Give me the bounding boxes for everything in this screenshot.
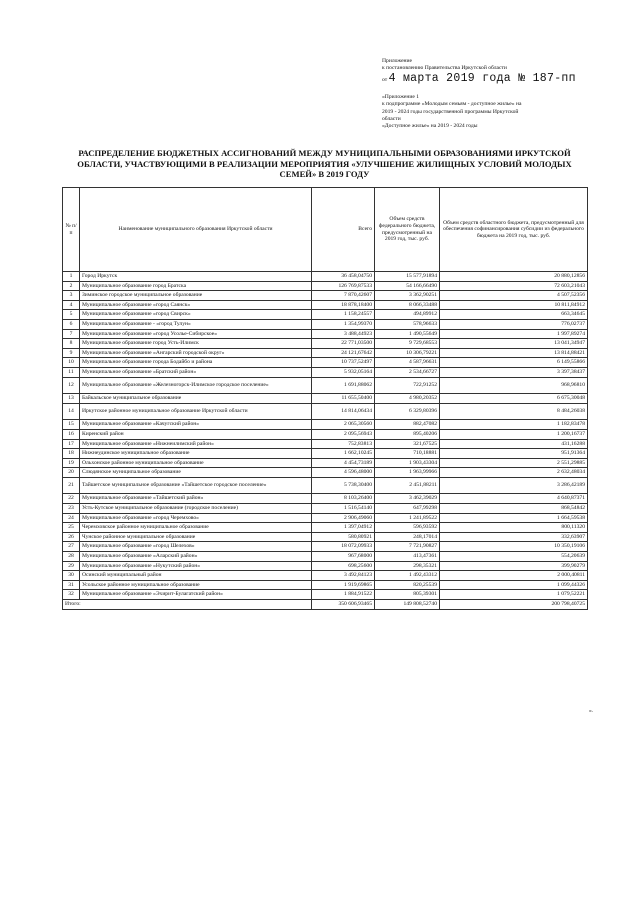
row-regional-amount: 332,63907 <box>440 532 588 542</box>
table-row <box>63 477 588 494</box>
row-regional-amount: 2 000,40811 <box>440 571 588 581</box>
program-name: «Доступное жилье» на 2019 - 2024 годы <box>382 123 478 130</box>
table-row <box>63 394 588 404</box>
row-federal-amount: 647,99298 <box>375 504 440 514</box>
table-row <box>63 339 588 349</box>
row-federal-amount: 321,67525 <box>375 439 440 449</box>
row-number: 20 <box>63 468 80 478</box>
row-federal-amount: 722,91252 <box>375 377 440 394</box>
row-federal-amount: 494,89912 <box>375 310 440 320</box>
row-federal-amount: 710,18881 <box>375 449 440 459</box>
row-number: 16 <box>63 429 80 439</box>
row-municipality-name: Муниципальное образование «город Свирск» <box>80 310 312 320</box>
table-row <box>63 420 588 430</box>
allocation-table <box>62 187 588 610</box>
row-municipality-name: Ольхонское районное муниципальное образование <box>80 458 312 468</box>
row-federal-amount: 298,35321 <box>375 561 440 571</box>
row-total-amount: 1 354,99370 <box>312 319 375 329</box>
row-total-amount: 2 065,30560 <box>312 420 375 430</box>
column-header-federal: Объем средств федерального бюджета, предусмотренный на 2019 год, тыс. руб. <box>375 188 440 272</box>
region-reference: области <box>382 116 401 123</box>
table-row <box>63 429 588 439</box>
row-total-amount: 4 596,48000 <box>312 468 375 478</box>
row-federal-amount: 895,40206 <box>375 429 440 439</box>
row-number: 22 <box>63 494 80 504</box>
row-federal-amount: 805,39301 <box>375 590 440 600</box>
row-federal-amount: 6 329,80396 <box>375 403 440 420</box>
row-regional-amount: 800,11320 <box>440 523 588 533</box>
row-federal-amount: 820,25539 <box>375 580 440 590</box>
row-federal-amount: 413,47361 <box>375 552 440 562</box>
resolution-date-line <box>382 73 597 86</box>
row-municipality-name: Иркутское районное муниципальное образование Иркутской области <box>80 403 312 420</box>
table-header-row <box>63 188 588 272</box>
row-municipality-name: Муниципальное образование «Аларский район» <box>80 552 312 562</box>
row-federal-amount: 8 066,33488 <box>375 300 440 310</box>
row-regional-amount: 968,96810 <box>440 377 588 394</box>
row-total-amount: 4 454,73189 <box>312 458 375 468</box>
row-municipality-name: Муниципальное образование «Качугский район» <box>80 420 312 430</box>
row-municipality-name: Муниципальное образование города Бодайбо и района <box>80 358 312 368</box>
table-row <box>63 458 588 468</box>
row-regional-amount: 2 632,48034 <box>440 468 588 478</box>
row-federal-amount: 15 577,91894 <box>375 272 440 282</box>
row-number: 15 <box>63 420 80 430</box>
row-federal-amount: 7 721,90827 <box>375 542 440 552</box>
row-regional-amount: 4 640,87371 <box>440 494 588 504</box>
row-federal-amount: 54 166,66490 <box>375 281 440 291</box>
row-regional-amount: 2 551,29885 <box>440 458 588 468</box>
row-regional-amount: 399,90279 <box>440 561 588 571</box>
row-federal-amount: 882,47082 <box>375 420 440 430</box>
row-number: 6 <box>63 319 80 329</box>
table-row <box>63 561 588 571</box>
table-row <box>63 377 588 394</box>
table-row <box>63 571 588 581</box>
row-municipality-name: Черемховское районное муниципальное образование <box>80 523 312 533</box>
row-number: 21 <box>63 477 80 494</box>
row-federal-amount: 596,93592 <box>375 523 440 533</box>
row-regional-amount: 13 814,88421 <box>440 348 588 358</box>
row-regional-amount: 3 397,38437 <box>440 367 588 377</box>
row-municipality-name: Усольское районное муниципальное образование <box>80 580 312 590</box>
row-total-amount: 8 103,26400 <box>312 494 375 504</box>
totals-label: Итого: <box>63 600 312 610</box>
row-number: 25 <box>63 523 80 533</box>
row-municipality-name: Зиминское городское муниципальное образование <box>80 291 312 301</box>
row-number: 29 <box>63 561 80 571</box>
row-number: 17 <box>63 439 80 449</box>
row-regional-amount: 951,91364 <box>440 449 588 459</box>
row-federal-amount: 3 362,90251 <box>375 291 440 301</box>
row-total-amount: 2 095,56943 <box>312 429 375 439</box>
row-total-amount: 18 878,18400 <box>312 300 375 310</box>
row-regional-amount: 776,02737 <box>440 319 588 329</box>
table-row <box>63 358 588 368</box>
row-number: 11 <box>63 367 80 377</box>
row-total-amount: 24 121,67642 <box>312 348 375 358</box>
row-number: 1 <box>63 272 80 282</box>
row-number: 8 <box>63 339 80 349</box>
row-total-amount: 1 691,88062 <box>312 377 375 394</box>
row-total-amount: 5 738,30400 <box>312 477 375 494</box>
row-federal-amount: 10 306,79221 <box>375 348 440 358</box>
row-federal-amount: 1 903,43304 <box>375 458 440 468</box>
closing-quote-mark: ». <box>589 708 594 714</box>
row-municipality-name: Муниципальное образование «Эхирит-Булагатский район» <box>80 590 312 600</box>
row-federal-amount: 1 963,99966 <box>375 468 440 478</box>
totals-row <box>63 600 588 610</box>
table-row <box>63 367 588 377</box>
row-number: 18 <box>63 449 80 459</box>
totals-total: 350 606,93465 <box>312 600 375 610</box>
row-regional-amount: 72 603,21043 <box>440 281 588 291</box>
row-municipality-name: Байкальское муниципальное образование <box>80 394 312 404</box>
row-number: 14 <box>63 403 80 420</box>
row-regional-amount: 10 811,84912 <box>440 300 588 310</box>
row-number: 3 <box>63 291 80 301</box>
row-number: 19 <box>63 458 80 468</box>
row-municipality-name: Тайшетское муниципальное образование «Тайшетское городское поселение» <box>80 477 312 494</box>
row-municipality-name: Муниципальное образование «Тайшетский район» <box>80 494 312 504</box>
table-row <box>63 523 588 533</box>
table-row <box>63 310 588 320</box>
row-regional-amount: 6 149,55866 <box>440 358 588 368</box>
row-regional-amount: 4 507,52356 <box>440 291 588 301</box>
row-regional-amount: 8 484,26038 <box>440 403 588 420</box>
row-total-amount: 698,25600 <box>312 561 375 571</box>
row-federal-amount: 1 492,43312 <box>375 571 440 581</box>
row-total-amount: 967,68000 <box>312 552 375 562</box>
row-municipality-name: Муниципальное образование «Ангарский городской округ» <box>80 348 312 358</box>
table-row <box>63 590 588 600</box>
row-number: 12 <box>63 377 80 394</box>
date-stamp: 4 марта 2019 года № 187-пп <box>388 71 576 85</box>
row-total-amount: 580,80921 <box>312 532 375 542</box>
row-number: 10 <box>63 358 80 368</box>
row-total-amount: 1 884,91522 <box>312 590 375 600</box>
document-title: РАСПРЕДЕЛЕНИЕ БЮДЖЕТНЫХ АССИГНОВАНИЙ МЕЖДУ МУНИЦИПАЛЬНЫМИ ОБРАЗОВАНИЯМИ ИРКУТСКОЙ ОБЛАСТИ, УЧАСТВУЮЩИМИ В РЕАЛИЗАЦИИ МЕРОПРИЯТИЯ «УЛУЧШЕНИЕ ЖИЛИЩНЫХ УСЛОВИЙ МОЛОДЫХ СЕМЕЙ» В 2019 ГОДУ <box>77 148 572 180</box>
row-number: 4 <box>63 300 80 310</box>
table-row <box>63 281 588 291</box>
row-number: 24 <box>63 513 80 523</box>
row-regional-amount: 1 079,52221 <box>440 590 588 600</box>
row-number: 2 <box>63 281 80 291</box>
row-municipality-name: Муниципальное образование «Железногорск-Илимское городское поселение» <box>80 377 312 394</box>
table-row <box>63 468 588 478</box>
row-number: 27 <box>63 542 80 552</box>
row-regional-amount: 1 200,16737 <box>440 429 588 439</box>
row-municipality-name: Муниципальное образование «город Саянск» <box>80 300 312 310</box>
row-regional-amount: 554,20639 <box>440 552 588 562</box>
row-municipality-name: Муниципальное образование «город Шелехов» <box>80 542 312 552</box>
column-header-name: Наименование муниципального образования Иркутской области <box>80 188 312 272</box>
row-number: 26 <box>63 532 80 542</box>
table-row <box>63 580 588 590</box>
row-total-amount: 36 458,04750 <box>312 272 375 282</box>
appendix-label: Приложение <box>382 58 413 64</box>
row-number: 23 <box>63 504 80 514</box>
row-municipality-name: Осинский муниципальный район <box>80 571 312 581</box>
row-number: 32 <box>63 590 80 600</box>
row-number: 5 <box>63 310 80 320</box>
row-regional-amount: 1 182,83478 <box>440 420 588 430</box>
row-number: 31 <box>63 580 80 590</box>
annex-label: «Приложение 1 <box>382 93 420 100</box>
row-municipality-name: Муниципальное образование «Нижнеилимский район» <box>80 439 312 449</box>
row-municipality-name: Нижнеудинское муниципальное образование <box>80 449 312 459</box>
row-municipality-name: Муниципальное образование - «город Тулун» <box>80 319 312 329</box>
column-header-total: Всего <box>312 188 375 272</box>
appendix-header <box>382 58 597 131</box>
row-total-amount: 3 492,84123 <box>312 571 375 581</box>
row-regional-amount: 1 664,59538 <box>440 513 588 523</box>
table-row <box>63 504 588 514</box>
row-total-amount: 1 158,24557 <box>312 310 375 320</box>
row-federal-amount: 2 451,88211 <box>375 477 440 494</box>
row-municipality-name: Чунское районное муниципальное образование <box>80 532 312 542</box>
row-number: 28 <box>63 552 80 562</box>
table-body <box>63 272 588 600</box>
column-header-num: № п/п <box>63 188 80 272</box>
column-header-regional: Объем средств областного бюджета, предусмотренный для обеспечения софинансирования субсидии из федерального бюджета на 2019 год, тыс. руб. <box>440 188 588 272</box>
row-regional-amount: 1 099,44326 <box>440 580 588 590</box>
row-regional-amount: 431,16288 <box>440 439 588 449</box>
table-row <box>63 552 588 562</box>
row-regional-amount: 10 350,19106 <box>440 542 588 552</box>
row-municipality-name: Муниципальное образование «город Черемхово» <box>80 513 312 523</box>
subprogram-reference: к подпрограмме «Молодым семьям - доступное жилье» на <box>382 101 522 108</box>
row-total-amount: 752,83813 <box>312 439 375 449</box>
table-row <box>63 532 588 542</box>
table-row <box>63 319 588 329</box>
row-federal-amount: 3 462,39029 <box>375 494 440 504</box>
row-federal-amount: 248,17014 <box>375 532 440 542</box>
table-row <box>63 513 588 523</box>
table-row <box>63 329 588 339</box>
row-municipality-name: Киренский район <box>80 429 312 439</box>
row-municipality-name: Слюдянское муниципальное образование <box>80 468 312 478</box>
row-number: 9 <box>63 348 80 358</box>
row-municipality-name: Муниципальное образование город Усть-Илимск <box>80 339 312 349</box>
row-total-amount: 1 397,04912 <box>312 523 375 533</box>
row-regional-amount: 663,34645 <box>440 310 588 320</box>
row-total-amount: 10 737,52497 <box>312 358 375 368</box>
table-row <box>63 300 588 310</box>
table-row <box>63 439 588 449</box>
row-number: 30 <box>63 571 80 581</box>
row-regional-amount: 3 286,42189 <box>440 477 588 494</box>
row-regional-amount: 1 997,89274 <box>440 329 588 339</box>
program-reference: 2019 - 2024 годы государственной программы Иркутской <box>382 108 519 115</box>
date-prefix: от <box>382 76 388 83</box>
row-total-amount: 3 488,44923 <box>312 329 375 339</box>
resolution-reference: к постановлению Правительства Иркутской области <box>382 65 507 72</box>
row-total-amount: 1 662,10245 <box>312 449 375 459</box>
row-regional-amount: 13 041,34947 <box>440 339 588 349</box>
row-total-amount: 14 814,06434 <box>312 403 375 420</box>
row-municipality-name: Муниципальное образование «Братский район» <box>80 367 312 377</box>
totals-federal: 149 808,52740 <box>375 600 440 610</box>
table-row <box>63 272 588 282</box>
table-row <box>63 449 588 459</box>
row-federal-amount: 4 587,96631 <box>375 358 440 368</box>
row-federal-amount: 1 241,89522 <box>375 513 440 523</box>
totals-regional: 200 798,40725 <box>440 600 588 610</box>
table-row <box>63 494 588 504</box>
row-number: 7 <box>63 329 80 339</box>
row-federal-amount: 4 980,20352 <box>375 394 440 404</box>
row-municipality-name: Муниципальное образование «город Усолье-Сибирское» <box>80 329 312 339</box>
row-federal-amount: 1 490,55649 <box>375 329 440 339</box>
row-municipality-name: Усть-Кутское муниципальное образование (городское поселение) <box>80 504 312 514</box>
row-total-amount: 11 655,50400 <box>312 394 375 404</box>
row-municipality-name: Город Иркутск <box>80 272 312 282</box>
row-total-amount: 18 072,09933 <box>312 542 375 552</box>
row-total-amount: 1 516,54140 <box>312 504 375 514</box>
row-total-amount: 126 769,87533 <box>312 281 375 291</box>
row-total-amount: 22 771,03500 <box>312 339 375 349</box>
row-regional-amount: 6 675,30048 <box>440 394 588 404</box>
row-federal-amount: 2 534,66727 <box>375 367 440 377</box>
row-regional-amount: 868,54842 <box>440 504 588 514</box>
row-total-amount: 5 932,05164 <box>312 367 375 377</box>
row-federal-amount: 578,96633 <box>375 319 440 329</box>
row-total-amount: 7 870,42607 <box>312 291 375 301</box>
row-regional-amount: 20 880,12856 <box>440 272 588 282</box>
table-row <box>63 542 588 552</box>
row-total-amount: 2 906,49060 <box>312 513 375 523</box>
row-municipality-name: Муниципальное образование «Нукутский район» <box>80 561 312 571</box>
row-federal-amount: 9 729,68553 <box>375 339 440 349</box>
table-row <box>63 348 588 358</box>
row-municipality-name: Муниципальное образование город Братска <box>80 281 312 291</box>
row-total-amount: 1 919,69865 <box>312 580 375 590</box>
table-row <box>63 403 588 420</box>
table-row <box>63 291 588 301</box>
row-number: 13 <box>63 394 80 404</box>
